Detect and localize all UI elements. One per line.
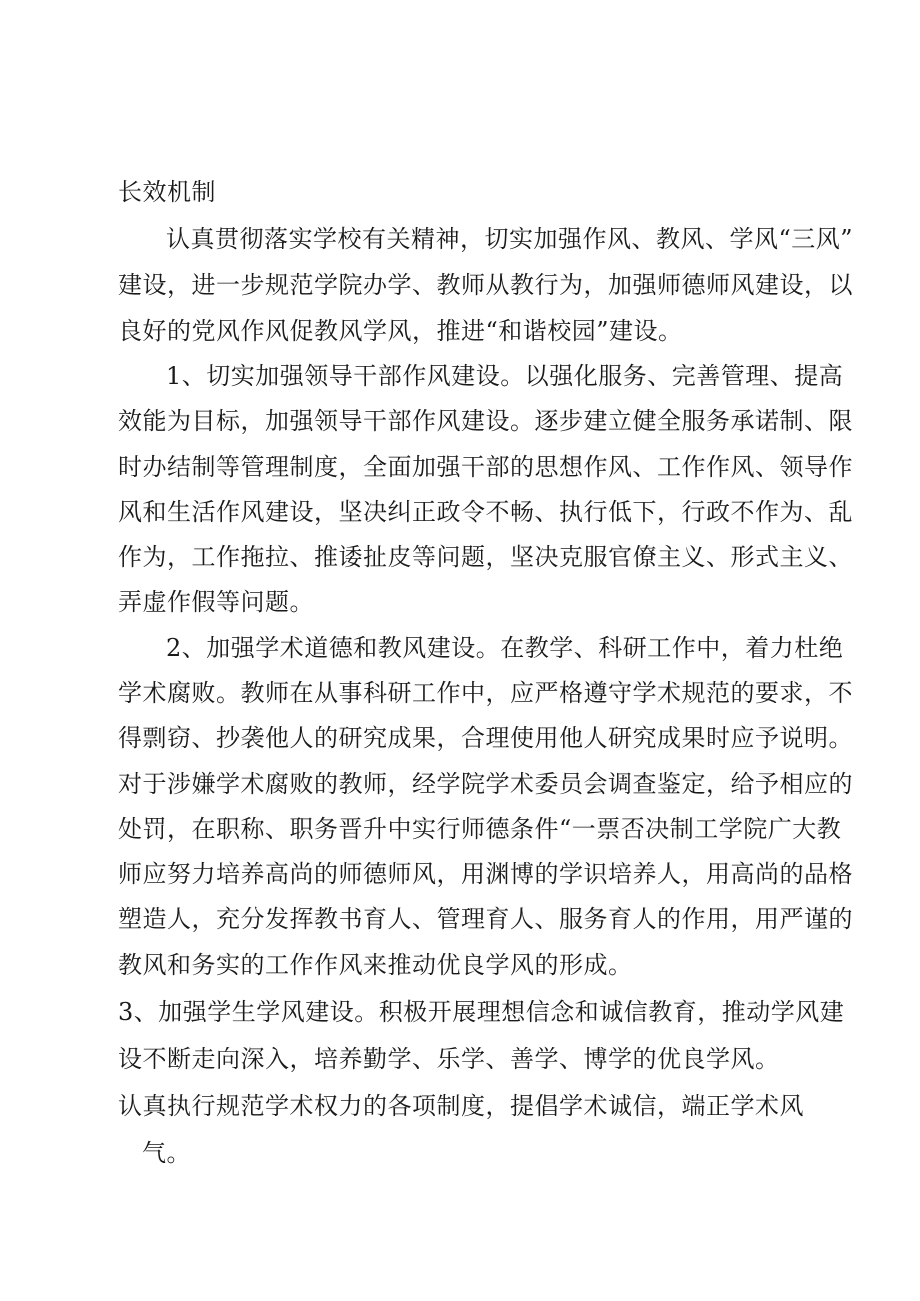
paragraph-line: 气。 [142,1139,191,1167]
paragraph-line: 得剽窃、抄袭他人的研究成果，合理使用他人研究成果时应予说明。 [118,724,853,752]
paragraph-line: 3、加强学生学风建设。积极开展理想信念和诚信教育，推动学风建 [118,998,845,1026]
paragraph-line: 1、切实加强领导干部作风建设。以强化服务、完善管理、提高 [166,362,844,390]
paragraph-line: 对于涉嫌学术腐败的教师，经学院学术委员会调查鉴定，给予相应的 [118,770,853,798]
paragraph-line: 处罚，在职称、职务晋升中实行师德条件“一票否决制工学院广大教 [118,815,842,843]
heading-fragment: 长效机制 [118,178,216,206]
paragraph-line: 认真执行规范学术权力的各项制度，提倡学术诚信，端正学术风 [118,1092,804,1120]
paragraph-line: 教风和务实的工作作风来推动优良学风的形成。 [118,951,633,979]
paragraph-line: 风和生活作风建设，坚决纠正政令不畅、执行低下，行政不作为、乱 [118,498,853,526]
paragraph-line: 良好的党风作风促教风学风，推进“和谐校园”建设。 [118,317,683,345]
paragraph-line: 作为，工作拖拉、推诿扯皮等问题，坚决克服官僚主义、形式主义、 [118,543,853,571]
paragraph-line: 塑造人，充分发挥教书育人、管理育人、服务育人的作用，用严谨的 [118,905,853,933]
paragraph-line: 设不断走向深入，培养勤学、乐学、善学、博学的优良学风。 [118,1045,780,1073]
paragraph-line: 弄虚作假等问题。 [118,588,314,616]
paragraph-line: 时办结制等管理制度，全面加强干部的思想作风、工作作风、领导作 [118,453,853,481]
paragraph-line: 效能为目标，加强领导干部作风建设。逐步建立健全服务承诺制、限 [118,407,853,435]
paragraph-line: 师应努力培养高尚的师德师风，用渊博的学识培养人，用高尚的品格 [118,860,853,888]
paragraph-line: 学术腐败。教师在从事科研工作中，应严格遵守学术规范的要求，不 [118,679,853,707]
paragraph-line: 建设，进一步规范学院办学、教师从教行为，加强师德师风建设，以 [118,271,853,299]
paragraph-line: 认真贯彻落实学校有关精神，切实加强作风、教风、学风“三风” [166,225,854,253]
paragraph-line: 2、加强学术道德和教风建设。在教学、科研工作中，着力杜绝 [166,634,844,662]
